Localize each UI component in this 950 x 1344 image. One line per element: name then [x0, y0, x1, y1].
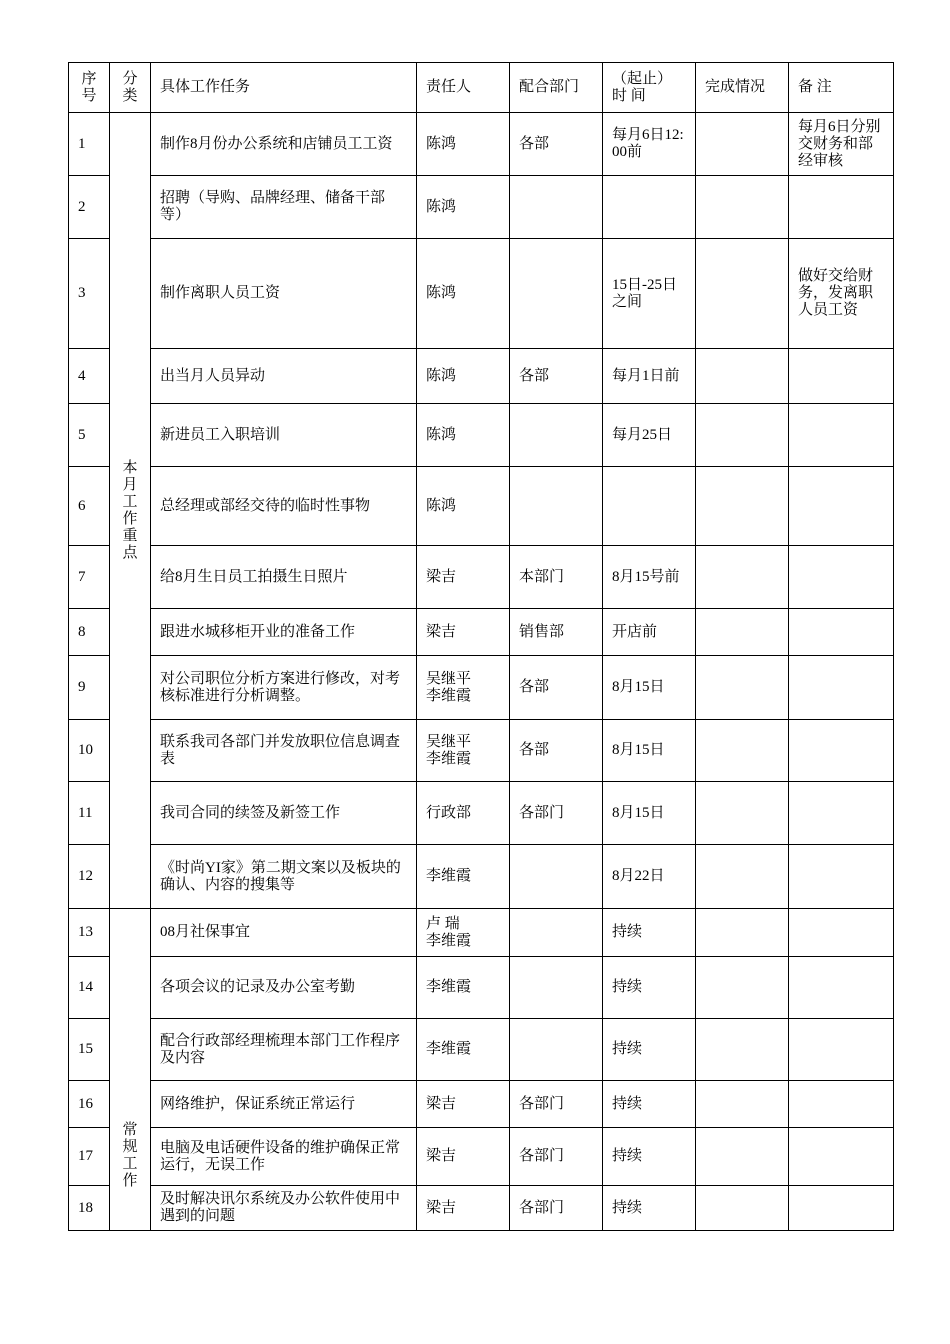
time-cell: 持续 — [603, 909, 696, 957]
remark-cell — [789, 349, 894, 404]
status-cell — [696, 782, 789, 845]
header-row — [69, 63, 894, 113]
row-number: 15 — [69, 1019, 110, 1081]
owner-cell: 陈鸿 — [417, 349, 510, 404]
owner-cell: 李维霞 — [417, 845, 510, 909]
task-cell: 《时尚YI家》第二期文案以及板块的确认、内容的搜集等 — [151, 845, 417, 909]
row-number: 18 — [69, 1186, 110, 1231]
table-row — [69, 656, 894, 720]
status-cell — [696, 845, 789, 909]
remark-cell — [789, 1081, 894, 1128]
task-cell: 网络维护，保证系统正常运行 — [151, 1081, 417, 1128]
table-row — [69, 1128, 894, 1186]
task-cell: 配合行政部经理梳理本部门工作程序及内容 — [151, 1019, 417, 1081]
owner-cell: 梁吉 — [417, 1128, 510, 1186]
task-cell: 各项会议的记录及办公室考勤 — [151, 957, 417, 1019]
time-cell: 持续 — [603, 1019, 696, 1081]
table-row — [69, 349, 894, 404]
table-row — [69, 720, 894, 782]
time-cell: 每月6日12:00前 — [603, 113, 696, 176]
remark-cell — [789, 656, 894, 720]
table-row — [69, 1019, 894, 1081]
remark-cell: 每月6日分别交财务和部经审核 — [789, 113, 894, 176]
owner-cell: 陈鸿 — [417, 467, 510, 546]
row-number: 12 — [69, 845, 110, 909]
status-cell — [696, 239, 789, 349]
row-number: 10 — [69, 720, 110, 782]
owner-cell: 行政部 — [417, 782, 510, 845]
table-row — [69, 1186, 894, 1231]
owner-cell: 梁吉 — [417, 1186, 510, 1231]
remark-cell — [789, 720, 894, 782]
time-cell: 8月22日 — [603, 845, 696, 909]
row-number: 2 — [69, 176, 110, 239]
remark-cell — [789, 176, 894, 239]
row-number: 9 — [69, 656, 110, 720]
status-cell — [696, 349, 789, 404]
header-dept: 配合部门 — [510, 63, 603, 113]
owner-cell: 梁吉 — [417, 546, 510, 609]
status-cell — [696, 609, 789, 656]
dept-cell: 各部门 — [510, 1186, 603, 1231]
table-row — [69, 113, 894, 176]
dept-cell: 各部 — [510, 349, 603, 404]
row-number: 11 — [69, 782, 110, 845]
owner-cell: 陈鸿 — [417, 404, 510, 467]
task-cell: 招聘（导购、品牌经理、储备干部等） — [151, 176, 417, 239]
status-cell — [696, 957, 789, 1019]
time-cell: 8月15日 — [603, 782, 696, 845]
row-number: 1 — [69, 113, 110, 176]
status-cell — [696, 656, 789, 720]
owner-cell: 陈鸿 — [417, 113, 510, 176]
row-number: 13 — [69, 909, 110, 957]
task-cell: 总经理或部经交待的临时性事物 — [151, 467, 417, 546]
status-cell — [696, 1081, 789, 1128]
category-focus — [110, 113, 151, 909]
time-cell: 开店前 — [603, 609, 696, 656]
header-task: 具体工作任务 — [151, 63, 417, 113]
table-row — [69, 909, 894, 957]
dept-cell: 各部门 — [510, 782, 603, 845]
remark-cell — [789, 782, 894, 845]
time-cell: 8月15日 — [603, 656, 696, 720]
table-row — [69, 609, 894, 656]
owner-cell: 李维霞 — [417, 1019, 510, 1081]
row-number: 3 — [69, 239, 110, 349]
row-number: 6 — [69, 467, 110, 546]
dept-cell — [510, 467, 603, 546]
time-cell: 持续 — [603, 1186, 696, 1231]
status-cell — [696, 909, 789, 957]
remark-cell — [789, 467, 894, 546]
dept-cell — [510, 404, 603, 467]
dept-cell: 本部门 — [510, 546, 603, 609]
status-cell — [696, 546, 789, 609]
row-number: 17 — [69, 1128, 110, 1186]
owner-cell: 梁吉 — [417, 609, 510, 656]
status-cell — [696, 720, 789, 782]
time-cell: 15日-25日之间 — [603, 239, 696, 349]
dept-cell: 各部门 — [510, 1128, 603, 1186]
table-row — [69, 782, 894, 845]
dept-cell: 各部 — [510, 113, 603, 176]
row-number: 5 — [69, 404, 110, 467]
dept-cell: 销售部 — [510, 609, 603, 656]
row-number: 7 — [69, 546, 110, 609]
table-body — [69, 113, 894, 1231]
table-row — [69, 1081, 894, 1128]
task-cell: 电脑及电话硬件设备的维护确保正常运行，无误工作 — [151, 1128, 417, 1186]
status-cell — [696, 113, 789, 176]
time-cell: 持续 — [603, 1081, 696, 1128]
remark-cell — [789, 845, 894, 909]
table-row — [69, 467, 894, 546]
remark-cell — [789, 957, 894, 1019]
owner-cell: 吴继平 李维霞 — [417, 656, 510, 720]
time-cell: 持续 — [603, 957, 696, 1019]
table-row — [69, 845, 894, 909]
status-cell — [696, 1019, 789, 1081]
time-cell — [603, 467, 696, 546]
remark-cell — [789, 909, 894, 957]
time-cell — [603, 176, 696, 239]
task-cell: 对公司职位分析方案进行修改，对考核标准进行分析调整。 — [151, 656, 417, 720]
table-row — [69, 957, 894, 1019]
row-number: 8 — [69, 609, 110, 656]
row-number: 4 — [69, 349, 110, 404]
header-category: 分类 — [110, 63, 151, 113]
remark-cell — [789, 404, 894, 467]
table-row — [69, 176, 894, 239]
task-cell: 新进员工入职培训 — [151, 404, 417, 467]
task-cell: 制作8月份办公系统和店铺员工工资 — [151, 113, 417, 176]
dept-cell — [510, 176, 603, 239]
dept-cell: 各部 — [510, 720, 603, 782]
dept-cell: 各部门 — [510, 1081, 603, 1128]
remark-cell — [789, 609, 894, 656]
category-focus-label: 本月工作重点 — [122, 459, 138, 561]
table-row — [69, 546, 894, 609]
dept-cell: 各部 — [510, 656, 603, 720]
remark-cell — [789, 546, 894, 609]
owner-cell: 卢 瑞 李维霞 — [417, 909, 510, 957]
header-remark: 备 注 — [789, 63, 894, 113]
time-cell: 每月1日前 — [603, 349, 696, 404]
status-cell — [696, 1186, 789, 1231]
remark-cell — [789, 1128, 894, 1186]
header-time: （起止） 时 间 — [603, 63, 696, 113]
owner-cell: 吴继平 李维霞 — [417, 720, 510, 782]
status-cell — [696, 404, 789, 467]
category-routine — [110, 909, 151, 1231]
row-number: 16 — [69, 1081, 110, 1128]
table-row — [69, 239, 894, 349]
time-cell: 8月15日 — [603, 720, 696, 782]
status-cell — [696, 1128, 789, 1186]
task-cell: 联系我司各部门并发放职位信息调查表 — [151, 720, 417, 782]
dept-cell — [510, 909, 603, 957]
category-routine-label: 常规工作 — [122, 1122, 138, 1189]
time-cell: 8月15号前 — [603, 546, 696, 609]
task-cell: 我司合同的续签及新签工作 — [151, 782, 417, 845]
time-cell: 每月25日 — [603, 404, 696, 467]
header-owner: 责任人 — [417, 63, 510, 113]
task-cell: 08月社保事宜 — [151, 909, 417, 957]
owner-cell: 梁吉 — [417, 1081, 510, 1128]
dept-cell — [510, 1019, 603, 1081]
dept-cell — [510, 239, 603, 349]
remark-cell — [789, 1186, 894, 1231]
task-cell: 制作离职人员工资 — [151, 239, 417, 349]
task-cell: 出当月人员异动 — [151, 349, 417, 404]
remark-cell: 做好交给财务，发离职人员工资 — [789, 239, 894, 349]
dept-cell — [510, 845, 603, 909]
work-plan-table — [68, 62, 894, 1231]
table-row — [69, 404, 894, 467]
owner-cell: 陈鸿 — [417, 176, 510, 239]
header-no: 序号 — [69, 63, 110, 113]
status-cell — [696, 176, 789, 239]
row-number: 14 — [69, 957, 110, 1019]
remark-cell — [789, 1019, 894, 1081]
time-cell: 持续 — [603, 1128, 696, 1186]
owner-cell: 李维霞 — [417, 957, 510, 1019]
header-status: 完成情况 — [696, 63, 789, 113]
task-cell: 跟进水城移柜开业的准备工作 — [151, 609, 417, 656]
task-cell: 给8月生日员工拍摄生日照片 — [151, 546, 417, 609]
task-cell: 及时解决讯尔系统及办公软件使用中遇到的问题 — [151, 1186, 417, 1231]
owner-cell: 陈鸿 — [417, 239, 510, 349]
status-cell — [696, 467, 789, 546]
dept-cell — [510, 957, 603, 1019]
